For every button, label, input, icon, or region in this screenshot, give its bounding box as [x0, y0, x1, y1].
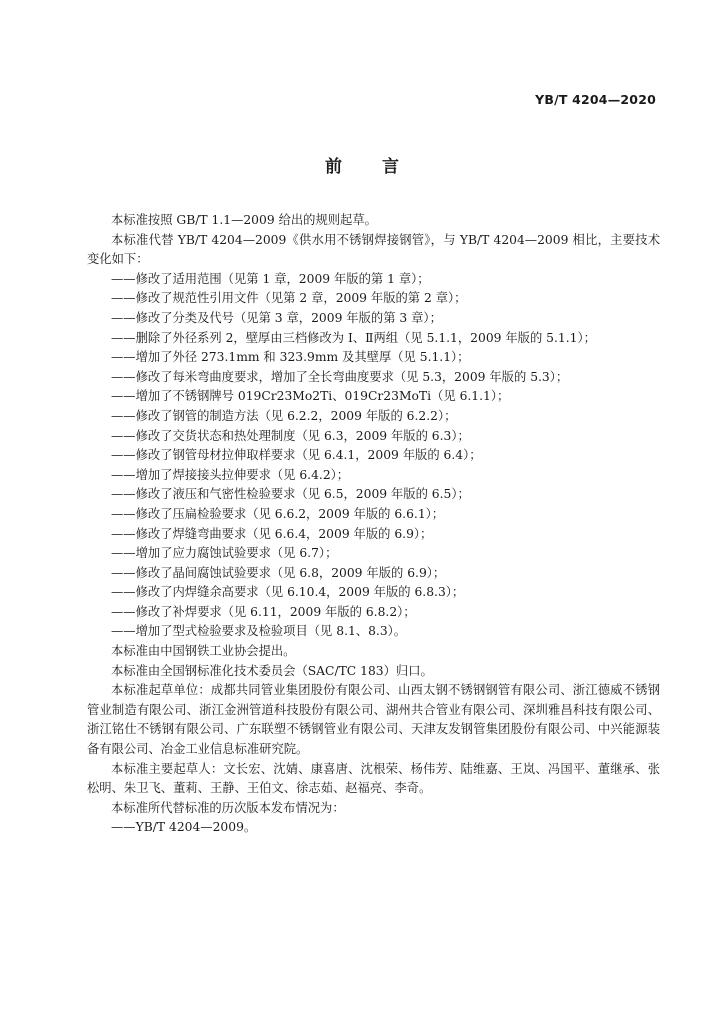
change-item: ——修改了液压和气密性检验要求（见 6.5，2009 年版的 6.5）；: [111, 487, 470, 502]
intro-paragraph-1: 本标准按照 GB/T 1.1—2009 给出的规则起草。: [111, 213, 377, 227]
change-item: ——修改了压扁检验要求（见 6.6.2，2009 年版的 6.6.1）；: [111, 506, 445, 521]
change-item: ——修改了每米弯曲度要求，增加了全长弯曲度要求（见 5.3，2009 年版的 5.3）；: [111, 369, 569, 384]
change-item: ——修改了交货状态和热处理制度（见 6.3，2009 年版的 6.3）；: [111, 428, 470, 443]
change-item: ——修改了晶间腐蚀试验要求（见 6.8，2009 年版的 6.9）；: [111, 565, 446, 580]
change-item: ——修改了钢管母材拉伸取样要求（见 6.4.1，2009 年版的 6.4）；: [111, 448, 482, 463]
page-title: 前言: [325, 157, 439, 177]
change-item: ——增加了外径 273.1mm 和 323.9mm 及其壁厚（见 5.1.1）；: [111, 350, 470, 365]
change-item: ——增加了不锈钢牌号 019Cr23Mo2Ti、019Cr23MoTi（见 6.1.1）；: [111, 389, 510, 404]
centralized-by-paragraph: 本标准由全国钢标准化技术委员会（SAC/TC 183）归口。: [111, 663, 433, 678]
change-item: ——增加了应力腐蚀试验要求（见 6.7）；: [111, 546, 338, 561]
change-item: ——修改了分类及代号（见第 3 章，2009 年版的第 3 章）；: [111, 310, 442, 325]
drafting-units-paragraph: 本标准起草单位：成都共同管业集团股份有限公司、山西太钢不锈钢钢管有限公司、浙江德威不锈钢管业制造有限公司、浙江金洲管道科技股份有限公司、湖州共合管业有限公司、深圳雅昌科技有限公司、浙江铭仕不锈钢有限公司、广东联塑不锈钢管业有限公司、天津友发钢管集团股份有限公司、中兴能源装备有限公司、冶金工业信息标准研究院。: [87, 683, 660, 757]
change-item: ——修改了补焊要求（见 6.11，2009 年版的 6.8.2）；: [111, 604, 416, 619]
drafters-paragraph: 本标准主要起草人：文长宏、沈婧、康喜唐、沈根荣、杨伟芳、陆维嘉、王岚、冯国平、董继承、张松明、朱卫飞、董莉、王静、王伯文、徐志茹、赵福亮、李奇。: [87, 761, 660, 796]
change-item: ——修改了钢管的制造方法（见 6.2.2，2009 年版的 6.2.2）；: [111, 408, 457, 423]
foreword-body: [87, 211, 660, 838]
change-item: ——修改了内焊缝余高要求（见 6.10.4，2009 年版的 6.8.3）；: [111, 585, 465, 600]
history-intro-paragraph: 本标准所代替标准的历次版本发布情况为：: [111, 800, 345, 815]
change-item: ——增加了型式检验要求及检验项目（见 8.1、8.3）。: [111, 624, 407, 639]
intro-paragraph-2: 本标准代替 YB/T 4204—2009《供水用不锈钢焊接钢管》，与 YB/T 4204—2009 相比，主要技术变化如下：: [87, 232, 660, 267]
change-item: ——修改了适用范围（见第 1 章，2009 年版的第 1 章）；: [111, 271, 430, 286]
change-item: ——增加了焊接接头拉伸要求（见 6.4.2）；: [111, 467, 350, 482]
standard-number: YB/T 4204—2020: [535, 92, 656, 107]
proposed-by-paragraph: 本标准由中国钢铁工业协会提出。: [111, 644, 296, 659]
change-item: ——修改了焊缝弯曲要求（见 6.6.4，2009 年版的 6.9）；: [111, 526, 433, 541]
history-item: ——YB/T 4204—2009。: [111, 820, 257, 835]
change-item: ——修改了规范性引用文件（见第 2 章，2009 年版的第 2 章）；: [111, 291, 467, 306]
change-item: ——删除了外径系列 2，壁厚由三档修改为 Ⅰ、Ⅱ两组（见 5.1.1，2009 年版的 5.1.1）；: [111, 330, 596, 345]
